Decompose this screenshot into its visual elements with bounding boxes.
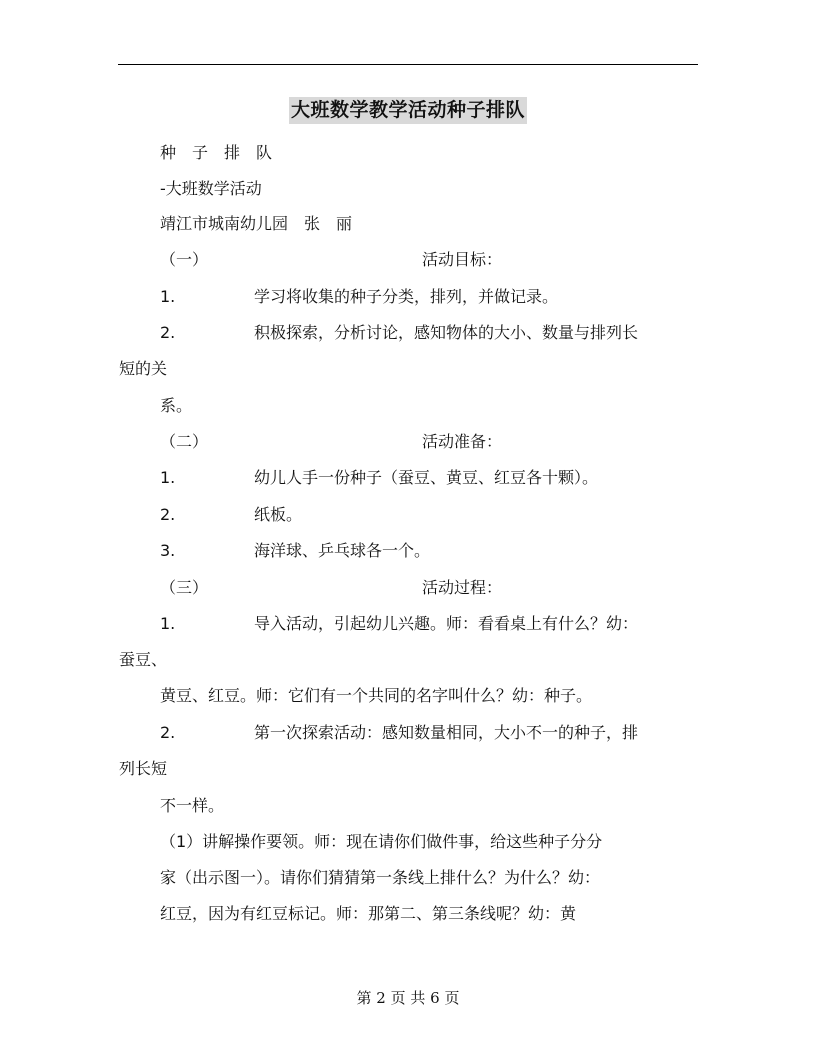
- section1-item2-wrap: 短的关: [119, 359, 168, 378]
- section3-item2-wrap: 列长短: [119, 759, 168, 778]
- title-container: [0, 97, 816, 124]
- section2-item1-number: 1.: [160, 468, 176, 487]
- section2-label: （二）: [160, 432, 209, 451]
- section2-item2-text: 纸板。: [254, 505, 303, 524]
- header-rule: [118, 64, 698, 65]
- section3-heading: 活动过程：: [422, 578, 503, 597]
- document-title: 大班数学教学活动种子排队: [289, 97, 527, 124]
- page-footer: 第 2 页 共 6 页: [356, 989, 460, 1007]
- section2-heading: 活动准备：: [422, 432, 503, 451]
- section3-item2-wrap-end: 不一样。: [160, 796, 225, 815]
- section2-item3-text: 海洋球、乒乓球各一个。: [254, 541, 431, 560]
- section2-item1-text: 幼儿人手一份种子（蚕豆、黄豆、红豆各十颗）。: [254, 468, 599, 487]
- section1-item1-number: 1.: [160, 287, 176, 306]
- subtitle-line: 种 子 排 队: [160, 143, 273, 162]
- section1-item1-text: 学习将收集的种子分类，排列，并做记录。: [254, 287, 559, 306]
- section1-item2-wrap-end: 系。: [160, 396, 193, 415]
- section2-item2-number: 2.: [160, 505, 176, 524]
- section3-item1-text: 导入活动，引起幼儿兴趣。师：看看桌上有什么？幼：: [254, 614, 639, 633]
- section1-heading: 活动目标：: [422, 250, 503, 269]
- section3-item2-number: 2.: [160, 723, 176, 742]
- section2-item3-number: 3.: [160, 541, 176, 560]
- paragraph-line-3: 红豆，因为有红豆标记。师：那第二、第三条线呢？幼：黄: [160, 904, 577, 923]
- activity-type-line: -大班数学活动: [160, 179, 262, 198]
- section1-item2-number: 2.: [160, 323, 176, 342]
- section1-item2-text: 积极探索，分析讨论，感知物体的大小、数量与排列长: [254, 323, 639, 342]
- section1-label: （一）: [160, 250, 209, 269]
- author-line: 靖江市城南幼儿园 张 丽: [160, 214, 353, 233]
- section3-item2-text: 第一次探索活动：感知数量相同，大小不一的种子，排: [254, 723, 639, 742]
- section3-item1-number: 1.: [160, 614, 176, 633]
- section3-item1-wrap-end: 黄豆、红豆。师：它们有一个共同的名字叫什么？幼：种子。: [160, 686, 593, 705]
- section3-item1-wrap: 蚕豆、: [119, 650, 168, 669]
- paragraph-line-1: （1）讲解操作要领。师：现在请你们做件事，给这些种子分分: [160, 832, 603, 851]
- paragraph-line-2: 家（出示图一）。请你们猜猜第一条线上排什么？为什么？幼：: [160, 868, 601, 887]
- section3-label: （三）: [160, 578, 209, 597]
